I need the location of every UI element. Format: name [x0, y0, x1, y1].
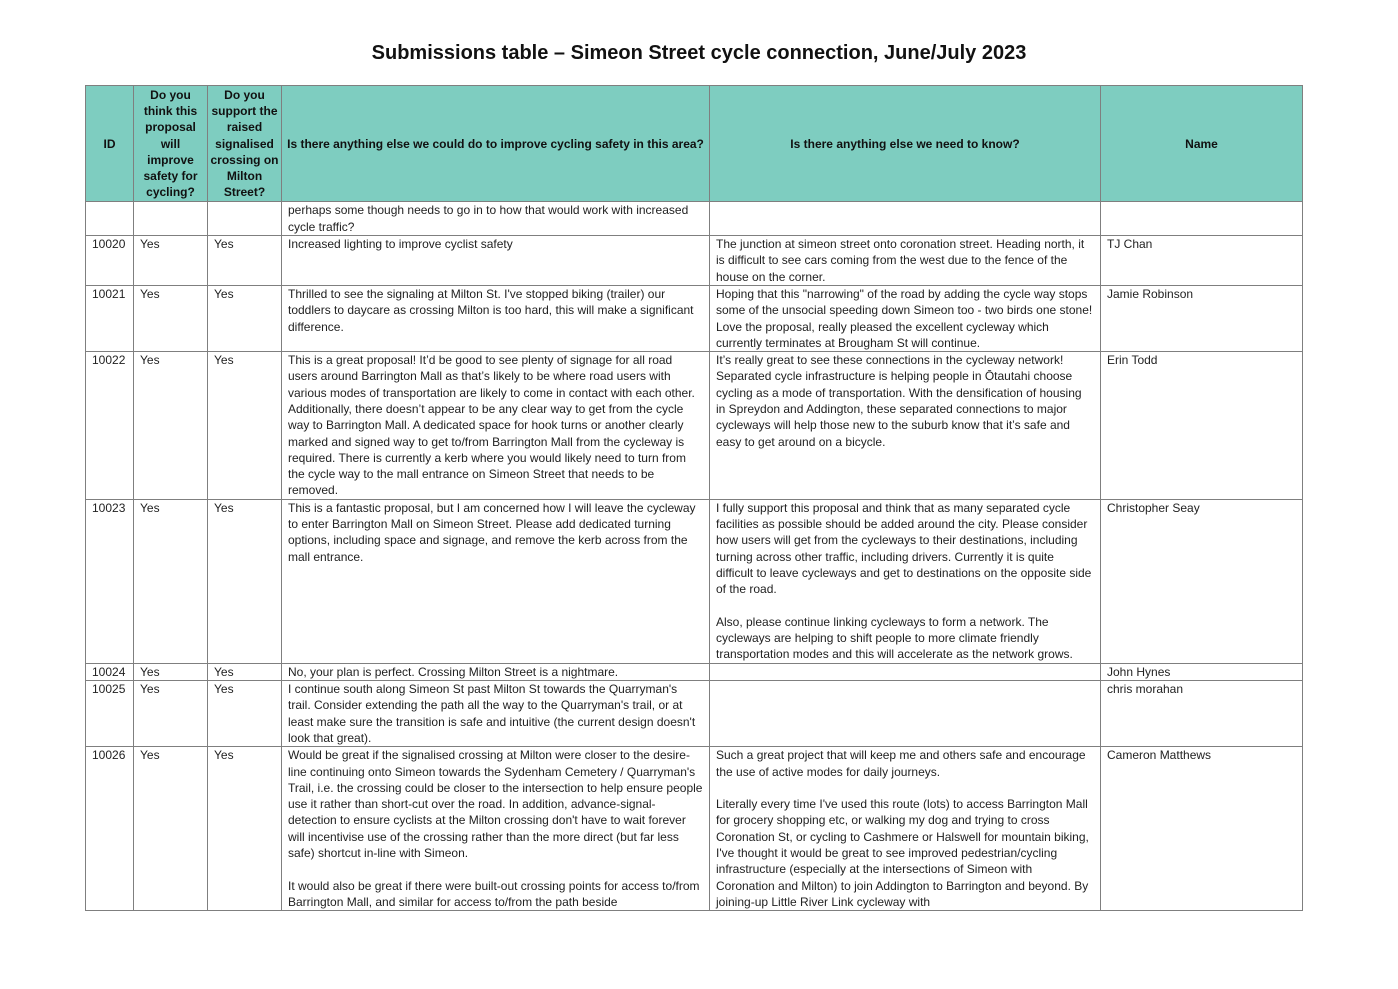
cell-name: Erin Todd	[1101, 352, 1303, 500]
cell-crossing: Yes	[208, 236, 282, 286]
cell-know	[710, 236, 1101, 286]
cell-name: Cameron Matthews	[1101, 747, 1303, 911]
paragraph: Would be great if the signalised crossing at Milton were closer to the desire-line continuing onto Simeon towards the Sydenham Cemetery / Quarryman's Trail, i.e. the crossing could be closer to the intersection to help ensure people use it rather than short-cut over the road. In addition, advance-signal-detection to ensure cyclists at the Milton crossing don't have to wait forever will incentivise use of the crossing rather than the more direct (but far less safe) shortcut in-line with Simeon.	[288, 748, 703, 860]
cell-id: 10022	[86, 352, 134, 500]
table-row	[86, 236, 1303, 286]
column-header-know: Is there anything else we need to know?	[710, 86, 1101, 202]
column-header-name: Name	[1101, 86, 1303, 202]
paragraph: Also, please continue linking cycleways to form a network. The cycleways are helping to shift people to more climate friendly transportation modes and this will accelerate as the network grows.	[716, 614, 1073, 662]
cell-name	[1101, 202, 1303, 236]
paragraph: I fully support this proposal and think that as many separated cycle facilities as possible should be added around the city. Please consider how users will get from the cycleways to their destinations, including turning across other traffic, including drivers. Currently it is quite difficult to leave cycleways and get to destinations on the opposite side of the road.	[716, 500, 1092, 597]
page-title: Submissions table – Simeon Street cycle connection, June/July 2023	[371, 42, 1027, 64]
cell-know	[710, 285, 1101, 351]
table-row	[86, 202, 1303, 236]
table-row	[86, 285, 1303, 351]
cell-safety: Yes	[134, 663, 208, 680]
cell-crossing	[208, 202, 282, 236]
cell-safety: Yes	[134, 747, 208, 911]
paragraph: It would also be great if there were built-out crossing points for access to/from Barrington Mall, and similar for access to/from the path beside	[288, 878, 700, 909]
paragraph: It’s really great to see these connections in the cycleway network! Separated cycle infrastructure is helping people in Ōtautahi choose cycling as a mode of transportation. With the densification of housing in Spreydon and Addington, these separated connections to major cycleways will help those new to the suburb know that it’s safe and easy to get around on a bicycle.	[716, 353, 1082, 449]
column-header-improve: Is there anything else we could do to improve cycling safety in this area?	[282, 86, 710, 202]
paragraph: Hoping that this "narrowing" of the road by adding the cycle way stops some of the unsocial speeding down Simeon too - two birds one stone! Love the proposal, really pleased the excellent cycleway which currently terminates at Brougham St will continue.	[716, 286, 1093, 350]
cell-improve	[282, 352, 710, 500]
paragraph: This is a great proposal! It’d be good to see plenty of signage for all road users around Barrington Mall as that’s likely to be where road users with various modes of transportation are likely to come in contact with each other. Additionally, there doesn’t appear to be any clear way to get from the cycle way to Barrington Mall. A dedicated space for hook turns or another clearly marked and signed way to get to/from Barrington Mall from the cycleway is required. There is currently a kerb where you would likely need to turn from the cycle way to the mall entrance on Simeon Street that needs to be removed.	[288, 353, 695, 498]
cell-improve	[282, 499, 710, 663]
cell-safety: Yes	[134, 352, 208, 500]
table-row	[86, 681, 1303, 747]
cell-know	[710, 663, 1101, 680]
cell-crossing: Yes	[208, 499, 282, 663]
cell-id: 10025	[86, 681, 134, 747]
paragraph: I continue south along Simeon St past Milton St towards the Quarryman's trail. Consider extending the path all the way to the Quarryman's trail, or at least make sure the transition is safe and intuitive (the current design doesn't look that great).	[288, 682, 696, 745]
column-header-id: ID	[86, 86, 134, 202]
cell-safety: Yes	[134, 681, 208, 747]
cell-know	[710, 747, 1101, 911]
cell-improve	[282, 202, 710, 236]
column-header-crossing: Do you support the raised signalised crossing on Milton Street?	[208, 86, 282, 202]
cell-id: 10020	[86, 236, 134, 286]
submissions-table	[85, 85, 1303, 911]
cell-id	[86, 202, 134, 236]
paragraph: Increased lighting to improve cyclist safety	[288, 237, 513, 252]
table-row	[86, 663, 1303, 680]
cell-know	[710, 499, 1101, 663]
table-header-row	[86, 86, 1303, 202]
cell-improve	[282, 285, 710, 351]
paragraph: Such a great project that will keep me and others safe and encourage the use of active modes for daily journeys.	[716, 748, 1086, 779]
paragraph: This is a fantastic proposal, but I am concerned how I will leave the cycleway to enter Barrington Mall on Simeon Street. Please add dedicated turning options, including space and signage, and remove the kerb across from the mall entrance.	[288, 500, 696, 564]
cell-name: TJ Chan	[1101, 236, 1303, 286]
cell-crossing: Yes	[208, 663, 282, 680]
cell-name: John Hynes	[1101, 663, 1303, 680]
cell-improve	[282, 747, 710, 911]
cell-name: Christopher Seay	[1101, 499, 1303, 663]
cell-improve	[282, 663, 710, 680]
cell-crossing: Yes	[208, 747, 282, 911]
paragraph: The junction at simeon street onto coronation street. Heading north, it is difficult to see cars coming from the west due to the fence of the house on the corner.	[716, 237, 1085, 284]
cell-name: Jamie Robinson	[1101, 285, 1303, 351]
cell-safety: Yes	[134, 236, 208, 286]
paragraph: perhaps some though needs to go in to how that would work with increased cycle traffic?	[288, 203, 689, 234]
cell-improve	[282, 236, 710, 286]
table-row	[86, 499, 1303, 663]
cell-know	[710, 202, 1101, 236]
cell-name: chris morahan	[1101, 681, 1303, 747]
cell-id: 10024	[86, 663, 134, 680]
cell-safety: Yes	[134, 499, 208, 663]
cell-id: 10021	[86, 285, 134, 351]
cell-id: 10023	[86, 499, 134, 663]
column-header-safety: Do you think this proposal will improve safety for cycling?	[134, 86, 208, 202]
cell-safety	[134, 202, 208, 236]
cell-improve	[282, 681, 710, 747]
paragraph: Thrilled to see the signaling at Milton St. I've stopped biking (trailer) our toddlers to daycare as crossing Milton is too hard, this will make a significant difference.	[288, 286, 694, 334]
cell-safety: Yes	[134, 285, 208, 351]
cell-crossing: Yes	[208, 352, 282, 500]
table-row	[86, 352, 1303, 500]
cell-crossing: Yes	[208, 681, 282, 747]
cell-crossing: Yes	[208, 285, 282, 351]
cell-id: 10026	[86, 747, 134, 911]
cell-know	[710, 681, 1101, 747]
table-row	[86, 747, 1303, 911]
paragraph: No, your plan is perfect. Crossing Milton Street is a nightmare.	[288, 664, 619, 679]
paragraph: Literally every time I've used this route (lots) to access Barrington Mall for grocery shopping etc, or walking my dog and trying to cross Coronation St, or cycling to Cashmere or Halswell for mountain biking, I've thought it would be great to see improved pedestrian/cycling infrastructure (especially at the intersections of Simeon with Coronation and Milton) to join Addington to Barrington and beyond. By joining-up Little River Link cycleway with	[716, 797, 1089, 909]
cell-know	[710, 352, 1101, 500]
